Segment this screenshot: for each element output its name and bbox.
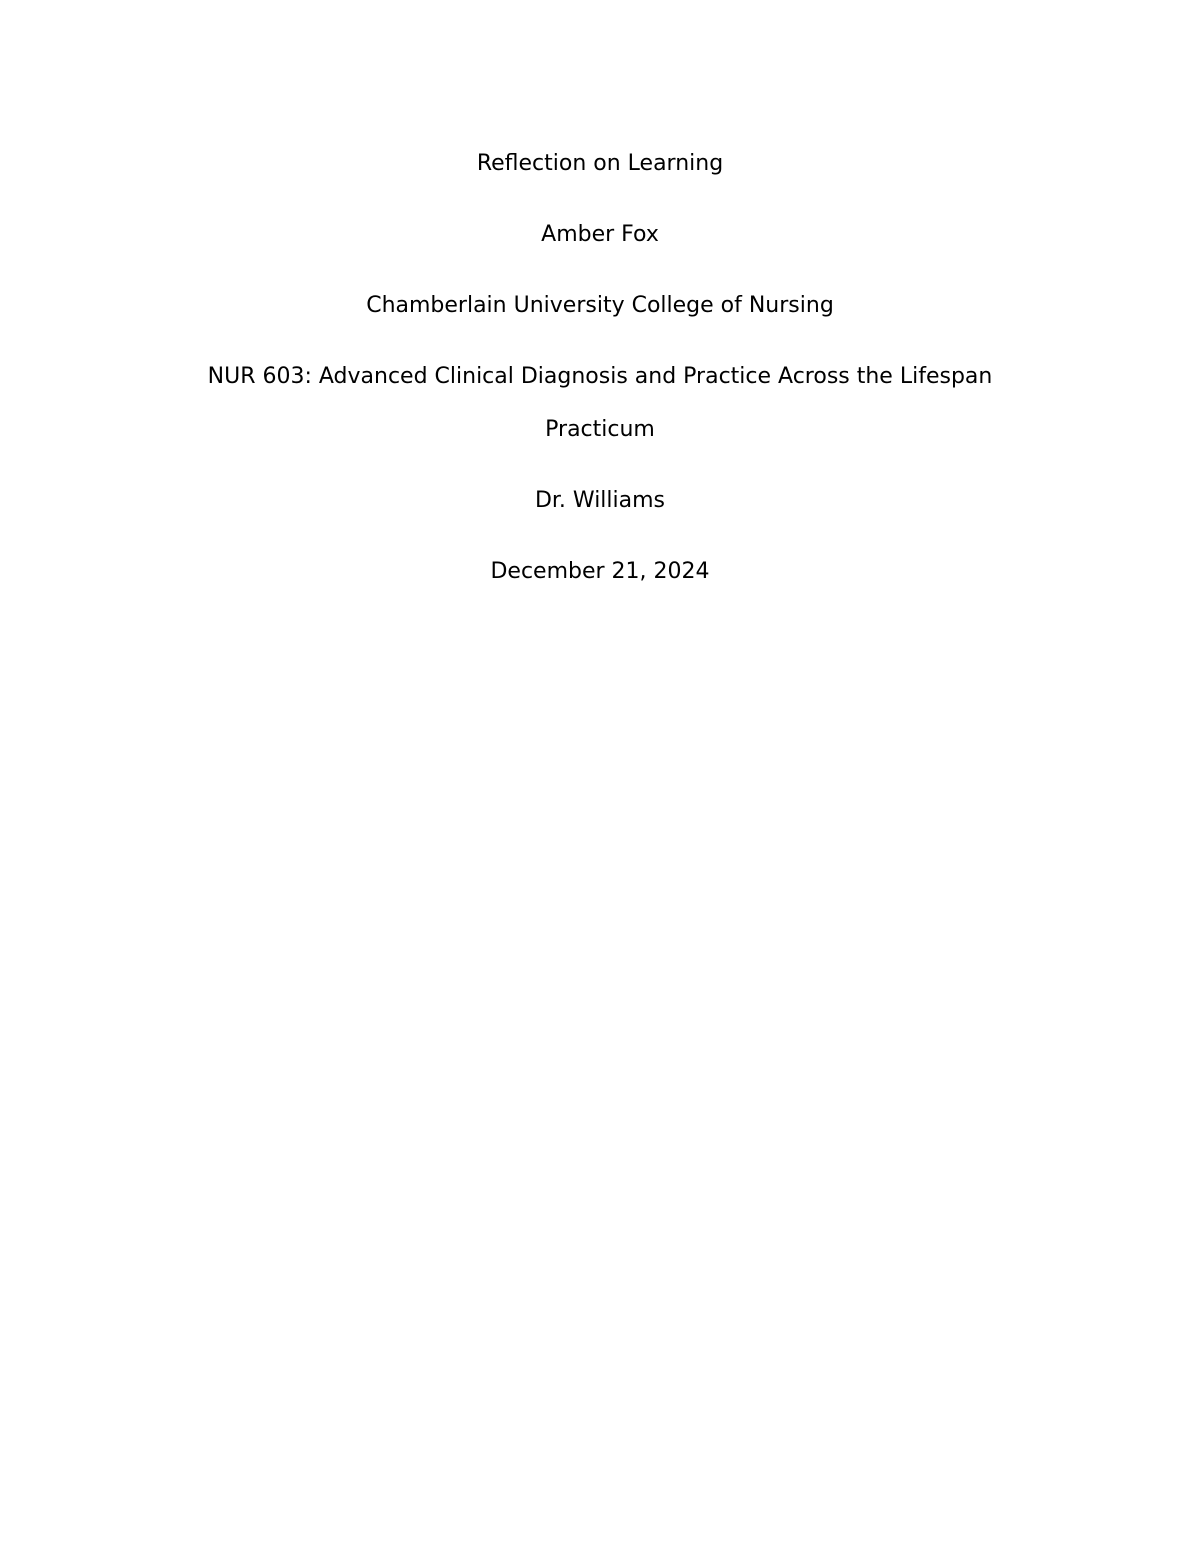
submission-date: December 21, 2024 (490, 559, 710, 584)
institution-name: Chamberlain University College of Nursing (366, 293, 834, 318)
course-name: NUR 603: Advanced Clinical Diagnosis and Practice Across the Lifespan Practicum (207, 364, 993, 442)
author-name: Amber Fox (541, 222, 659, 247)
paper-title: Reflection on Learning (476, 151, 724, 176)
title-page-block (150, 137, 1050, 616)
instructor-name: Dr. Williams (534, 488, 666, 513)
